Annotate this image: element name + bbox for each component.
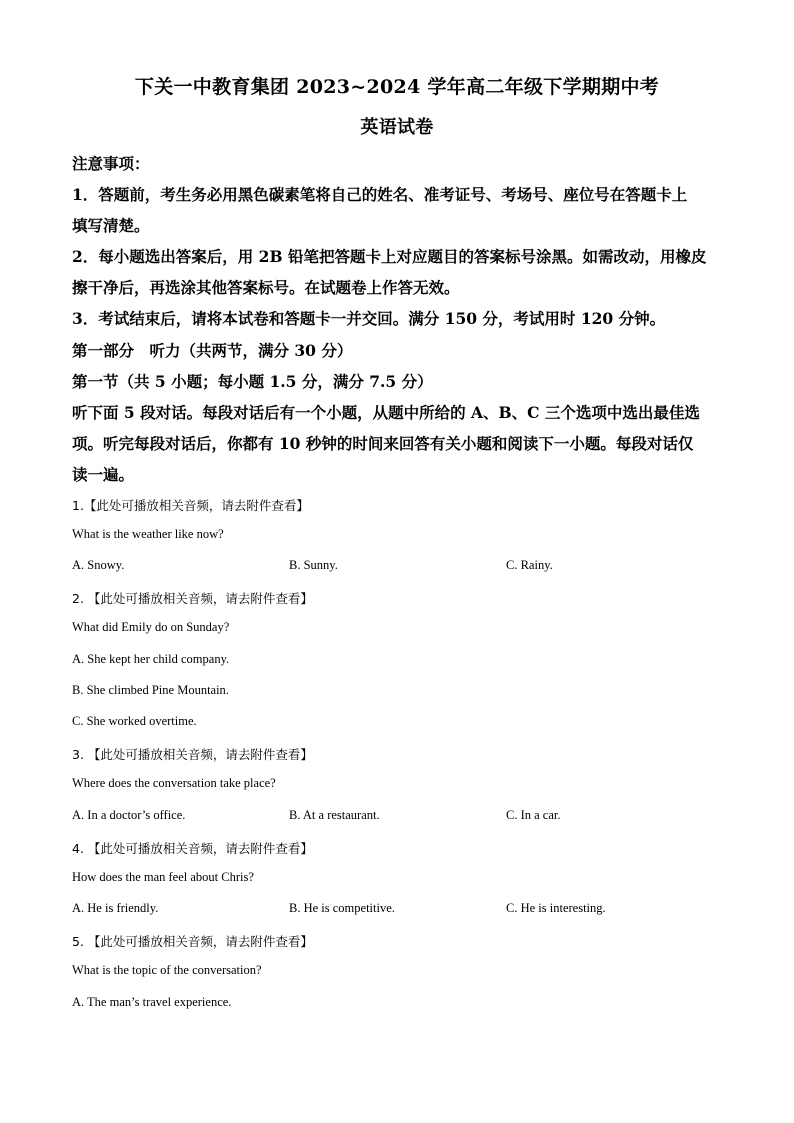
question-2-option-a: A. She kept her child company. bbox=[72, 652, 230, 666]
question-1-option-c: C. Rainy. bbox=[506, 558, 553, 572]
notice-item-1: 1．答题前，考生务必用黑色碳素笔将自己的姓名、准考证号、考场号、座位号在答题卡上 bbox=[72, 185, 688, 204]
question-1-stem: What is the weather like now? bbox=[72, 527, 224, 541]
instruction-line-3: 读一遍。 bbox=[72, 465, 135, 484]
section-heading: 第一节（共 5 小题；每小题 1.5 分，满分 7.5 分） bbox=[72, 372, 433, 391]
exam-subject: 英语试卷 bbox=[360, 117, 434, 138]
question-2-stem: What did Emily do on Sunday? bbox=[72, 620, 230, 634]
question-3-option-b: B. At a restaurant. bbox=[289, 808, 380, 822]
notice-item-1-cont: 填写清楚。 bbox=[72, 216, 150, 235]
question-5-option-a: A. The man’s travel experience. bbox=[72, 995, 232, 1009]
question-4-stem: How does the man feel about Chris? bbox=[72, 870, 254, 884]
question-1-option-b: B. Sunny. bbox=[289, 558, 338, 572]
question-1-audio-note: 1.【此处可播放相关音频，请去附件查看】 bbox=[72, 498, 309, 513]
question-4-option-b: B. He is competitive. bbox=[289, 901, 395, 915]
question-3-audio-note: 3. 【此处可播放相关音频，请去附件查看】 bbox=[72, 747, 313, 762]
question-4-option-c: C. He is interesting. bbox=[506, 901, 606, 915]
question-5-audio-note: 5. 【此处可播放相关音频，请去附件查看】 bbox=[72, 934, 313, 949]
notice-item-3: 3．考试结束后，请将本试卷和答题卡一并交回。满分 150 分，考试用时 120 分钟。 bbox=[72, 309, 666, 328]
question-5-stem: What is the topic of the conversation? bbox=[72, 963, 262, 977]
instruction-line-1: 听下面 5 段对话。每段对话后有一个小题，从题中所给的 A、B、C 三个选项中选出最佳选 bbox=[72, 403, 700, 422]
part-heading: 第一部分 听力（共两节，满分 30 分） bbox=[72, 341, 353, 360]
question-2-option-c: C. She worked overtime. bbox=[72, 714, 197, 728]
question-3-stem: Where does the conversation take place? bbox=[72, 776, 276, 790]
notice-item-2-cont: 擦干净后，再选涂其他答案标号。在试题卷上作答无效。 bbox=[72, 278, 460, 297]
question-3-option-c: C. In a car. bbox=[506, 808, 561, 822]
question-3-option-a: A. In a doctor’s office. bbox=[72, 808, 186, 822]
notice-item-2: 2．每小题选出答案后，用 2B 铅笔把答题卡上对应题目的答案标号涂黑。如需改动，用橡皮 bbox=[72, 247, 707, 266]
instruction-line-2: 项。听完每段对话后，你都有 10 秒钟的时间来回答有关小题和阅读下一小题。每段对话仅 bbox=[72, 434, 694, 453]
question-2-audio-note: 2. 【此处可播放相关音频，请去附件查看】 bbox=[72, 591, 313, 606]
question-1-option-a: A. Snowy. bbox=[72, 558, 125, 572]
exam-title: 下关一中教育集团 2023~2024 学年高二年级下学期期中考 bbox=[134, 76, 660, 98]
notice-heading: 注意事项： bbox=[72, 154, 150, 173]
question-4-option-a: A. He is friendly. bbox=[72, 901, 159, 915]
question-2-option-b: B. She climbed Pine Mountain. bbox=[72, 683, 229, 697]
question-4-audio-note: 4. 【此处可播放相关音频，请去附件查看】 bbox=[72, 841, 313, 856]
